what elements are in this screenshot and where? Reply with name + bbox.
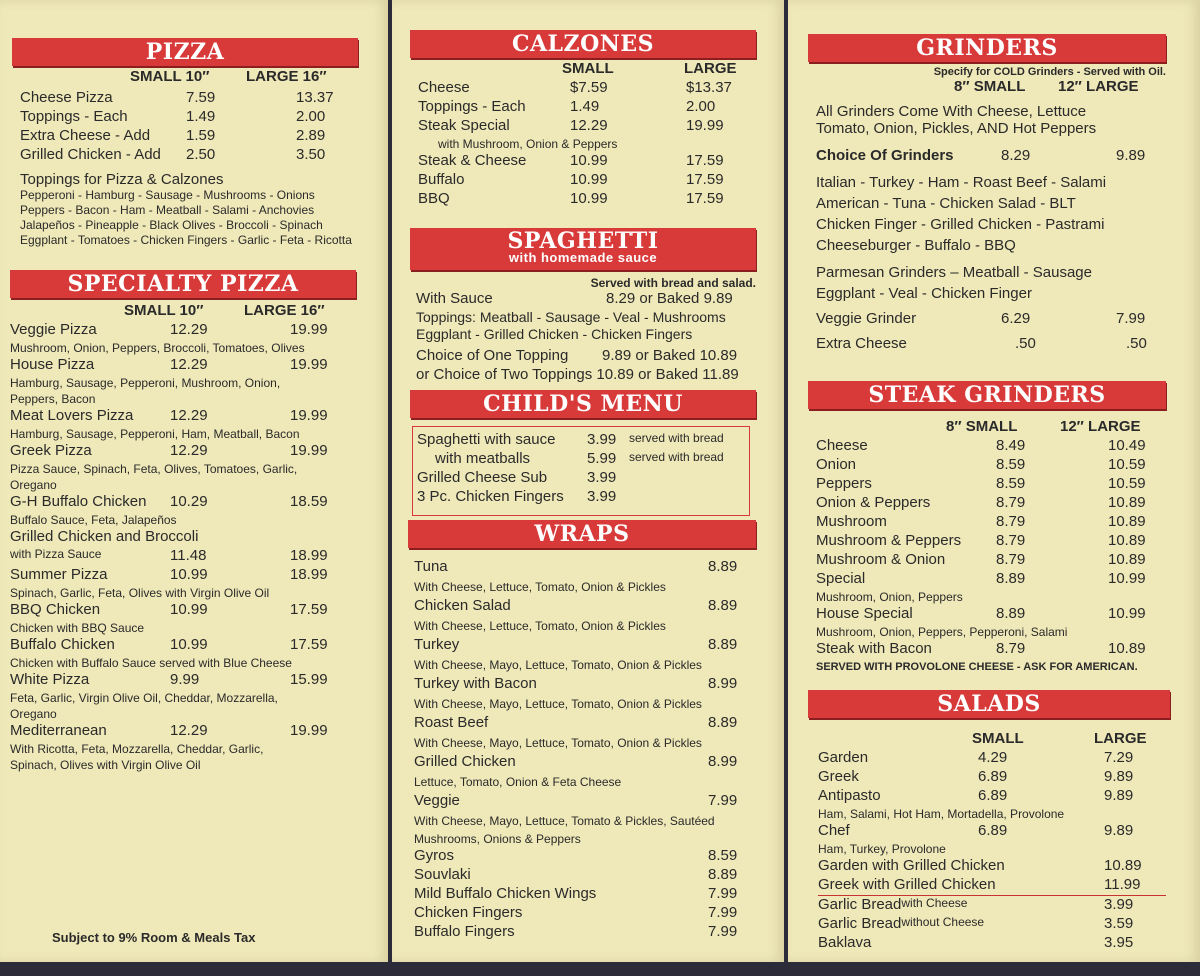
item-description: Feta, Garlic, Virgin Olive Oil, Cheddar, Mozzarella, [10, 691, 278, 705]
item-price: 2.00 [686, 98, 716, 115]
item-description: With Cheese, Mayo, Lettuce, Tomato, Onion & Pickles [414, 736, 702, 750]
item-price: 7.59 [186, 89, 216, 106]
item-price: 9.89 [1104, 787, 1134, 804]
item-name: Cheese [816, 437, 868, 454]
item-price: 17.59 [290, 636, 328, 653]
item-description: Hamburg, Sausage, Pepperoni, Mushroom, Onion, [10, 376, 281, 390]
steak-row [816, 437, 1166, 456]
item-price: 8.79 [996, 551, 1026, 568]
item-description: Mushrooms, Onions & Peppers [414, 832, 581, 846]
item-name: Garden with Grilled Chicken [818, 857, 1005, 874]
item-description: Mushroom, Onion, Peppers [816, 590, 963, 604]
item-price: 17.59 [290, 601, 328, 618]
item-price: 12.29 [170, 442, 208, 459]
item-price: 7.99 [708, 792, 738, 809]
pizza-row [20, 146, 360, 165]
item-price: 10.89 [1108, 494, 1146, 511]
item-price: 12.29 [170, 356, 208, 373]
calzones-section: SMALL LARGE Cheese $7.59 $13.37 Toppings - Each 1.49 2.00 Steak Special 12.29 19.99 with Mushroom, Onion & Peppers Steak & Cheese 10.99 17.59 Buffalo 10.99 17.59 BBQ 10.99 17.59 [418, 60, 768, 209]
steak-row [816, 640, 1166, 659]
item-description: Ham, Turkey, Provolone [818, 842, 946, 856]
steak-row [816, 475, 1166, 494]
spaghetti-section: Served with bread and salad. With Sauce 8.29 or Baked 9.89 Toppings: Meatball - Sausage - Veal - Mushrooms Eggplant - Grilled Chicken - Chicken Fingers Choice of One Topping 9.89 or Baked 10.89 or Choice of Two Toppings 10.89 or Baked 11.89 [416, 276, 756, 383]
specialty-row [10, 722, 360, 741]
item-price: 3.99 [587, 488, 617, 505]
item-name: Steak with Bacon [816, 640, 932, 657]
item-price: 10.99 [570, 152, 608, 169]
item-price: 10.89 [1104, 857, 1142, 874]
item-name: Baklava [818, 934, 872, 951]
item-name: Mild Buffalo Chicken Wings [414, 885, 597, 902]
item-price: 8.79 [996, 640, 1026, 657]
item-name: Toppings - Each [418, 98, 526, 115]
calzone-row [418, 98, 768, 117]
wrap-row [414, 597, 744, 616]
item-price: 15.99 [290, 671, 328, 688]
item-price: 10.99 [170, 566, 208, 583]
item-price: 8.89 [708, 714, 738, 731]
item-price: 8.49 [996, 437, 1026, 454]
specialty-row [10, 407, 360, 426]
item-price: 10.89 [1108, 551, 1146, 568]
item-price: 8.89 [708, 558, 738, 575]
item-price: 19.99 [290, 321, 328, 338]
item-name: G-H Buffalo Chicken [10, 493, 147, 510]
item-name: 3 Pc. Chicken Fingers [417, 488, 564, 505]
item-price: 10.99 [170, 601, 208, 618]
wrap-row [414, 923, 744, 942]
menu-panel-left [0, 0, 388, 962]
item-price: 19.99 [290, 442, 328, 459]
spaghetti-banner: SPAGHETTI with homemade sauce [410, 228, 756, 270]
calzone-row [418, 117, 768, 136]
wrap-row [414, 636, 744, 655]
item-price: 10.99 [1108, 570, 1146, 587]
grinder-choice-line: Italian - Turkey - Ham - Roast Beef - Salami [816, 174, 1107, 191]
item-name: Onion [816, 456, 857, 473]
item-description: Spinach, Garlic, Feta, Olives with Virgin Olive Oil [10, 586, 270, 600]
item-price: 8.59 [708, 847, 738, 864]
item-price: 10.99 [570, 190, 608, 207]
item-price: 13.37 [296, 89, 334, 106]
parmesan-line: Eggplant - Veal - Chicken Finger [816, 285, 1032, 302]
item-price: 18.99 [290, 566, 328, 583]
wrap-row [414, 675, 744, 694]
steak-row [816, 532, 1166, 551]
item-name: Steak & Cheese [418, 152, 527, 169]
item-price: 10.89 [1108, 532, 1146, 549]
grinder-choice-line: Cheeseburger - Buffalo - BBQ [816, 237, 1016, 254]
salad-row [818, 787, 1166, 806]
item-price: 3.99 [1104, 896, 1134, 913]
item-name: Veggie [414, 792, 460, 809]
specialty-row [10, 321, 360, 340]
item-description: Oregano [10, 707, 57, 721]
item-price: 7.99 [708, 885, 738, 902]
item-price: 1.49 [186, 108, 216, 125]
item-description: With Cheese, Lettuce, Tomato, Onion & Pickles [414, 580, 666, 594]
item-name: with meatballs [435, 450, 531, 467]
menu-panel-right [788, 0, 1200, 962]
item-name: Chef [818, 822, 850, 839]
item-name: Souvlaki [414, 866, 471, 883]
item-price: 18.99 [290, 547, 328, 564]
item-description: Peppers, Bacon [10, 392, 96, 406]
salads-banner: SALADS [808, 690, 1170, 718]
specialty-row [10, 547, 360, 566]
item-price: 8.89 [708, 597, 738, 614]
wrap-row [414, 847, 744, 866]
item-name: House Special [816, 605, 913, 622]
item-price: 1.59 [186, 127, 216, 144]
item-price: 7.99 [708, 904, 738, 921]
item-price: $7.59 [570, 79, 608, 96]
item-description: Lettuce, Tomato, Onion & Feta Cheese [414, 775, 622, 789]
calzone-row [418, 190, 768, 209]
item-name: Special [816, 570, 866, 587]
item-price: 9.89 [1104, 822, 1134, 839]
pizza-row [20, 127, 360, 146]
toppings-heading: Toppings for Pizza & Calzones [20, 171, 224, 188]
item-name: Extra Cheese - Add [20, 127, 151, 144]
toppings-line: Eggplant - Tomatoes - Chicken Fingers - Garlic - Feta - Ricotta [20, 233, 352, 247]
item-price: 8.59 [996, 475, 1026, 492]
item-price: 8.99 [708, 753, 738, 770]
specialty-row [10, 566, 360, 585]
item-note: served with bread [629, 431, 724, 445]
item-name: Meat Lovers Pizza [10, 407, 134, 424]
item-price: 10.89 [1108, 640, 1146, 657]
salad-row [818, 934, 1166, 953]
calzone-row [418, 79, 768, 98]
toppings-line: Pepperoni - Hamburg - Sausage - Mushrooms - Onions [20, 188, 315, 202]
item-price: 8.89 [708, 636, 738, 653]
item-name: Mushroom & Peppers [816, 532, 962, 549]
item-name: Steak Special [418, 117, 510, 134]
pizza-section: SMALL 10″ LARGE 16″ Cheese Pizza 7.59 13.37 Toppings - Each 1.49 2.00 Extra Cheese - Add 1.59 2.89 Grilled Chicken - Add 2.50 3.50 Toppings for Pizza & Calzones Pepperoni - Hamburg - Sausage - Mushrooms - Onions Peppers - Bacon - Ham - Meatball - Salami - Anchovies Jalapeños - Pineapple - Black Olives - Broccoli - Spinach Eggplant - Tomatoes - Chicken Fingers - Garlic - Feta - Ricotta [20, 68, 360, 248]
item-price: $13.37 [686, 79, 732, 96]
wrap-row [414, 904, 744, 923]
item-name: Cheese Pizza [20, 89, 113, 106]
item-suffix: with Cheese [901, 896, 968, 910]
salad-row [818, 876, 1166, 896]
item-name: Toppings - Each [20, 108, 128, 125]
item-name: Roast Beef [414, 714, 489, 731]
item-price: 6.89 [978, 787, 1008, 804]
item-price: 19.99 [290, 722, 328, 739]
salad-row [818, 768, 1166, 787]
tax-note: Subject to 9% Room & Meals Tax [52, 930, 256, 945]
grinder-choice-line: American - Tuna - Chicken Salad - BLT [816, 195, 1076, 212]
wrap-row [414, 753, 744, 772]
item-description: Oregano [10, 478, 57, 492]
wrap-row [414, 885, 744, 904]
item-name: Buffalo [418, 171, 465, 188]
item-description: Spinach, Olives with Virgin Olive Oil [10, 758, 201, 772]
parmesan-line: Parmesan Grinders – Meatball - Sausage [816, 264, 1092, 281]
item-name: Onion & Peppers [816, 494, 931, 511]
item-name: Veggie Pizza [10, 321, 97, 338]
item-price: 6.89 [978, 822, 1008, 839]
childs-menu-box [412, 426, 750, 516]
item-name: House Pizza [10, 356, 95, 373]
item-name: BBQ Chicken [10, 601, 101, 618]
item-name: Chicken Fingers [414, 904, 523, 921]
item-price: 3.95 [1104, 934, 1134, 951]
item-price: 6.89 [978, 768, 1008, 785]
item-name: White Pizza [10, 671, 90, 688]
item-price: 3.99 [587, 469, 617, 486]
item-price: 10.99 [1108, 605, 1146, 622]
specialty-row [10, 636, 360, 655]
item-name: Garden [818, 749, 869, 766]
specialty-pizza-banner: SPECIALTY PIZZA [10, 270, 356, 298]
item-name: Grilled Chicken and Broccoli [10, 528, 199, 545]
item-description: with Mushroom, Onion & Peppers [438, 137, 618, 151]
item-name: Peppers [816, 475, 872, 492]
steak-grinders-banner: STEAK GRINDERS [808, 381, 1166, 409]
item-price: 12.29 [170, 321, 208, 338]
item-price: 7.99 [708, 923, 738, 940]
item-price: 2.89 [296, 127, 326, 144]
child-row [417, 431, 749, 450]
wraps-banner: WRAPS [408, 520, 756, 548]
salads-section: SMALL LARGE Garden 4.29 7.29 Greek 6.89 9.89 Antipasto 6.89 9.89 Ham, Salami, Hot Ham, Mortadella, Provolone Chef 6.89 9.89 Ham, Turkey, Provolone Garden with Grilled Chicken 10.89 Greek with Grilled Chicken 11.99 Garlic Bread with Cheese 3.99 Garlic Bread without Cheese 3.59 Baklava 3.95 [818, 730, 1166, 953]
item-price: 7.29 [1104, 749, 1134, 766]
item-name: Greek with Grilled Chicken [818, 876, 996, 893]
item-price: 8.89 [996, 570, 1026, 587]
item-name: Antipasto [818, 787, 881, 804]
item-description: Chicken with BBQ Sauce [10, 621, 145, 635]
item-price: 10.59 [1108, 475, 1146, 492]
salad-row [818, 749, 1166, 768]
item-name: Buffalo Fingers [414, 923, 515, 940]
item-price: 5.99 [587, 450, 617, 467]
specialty-row [10, 601, 360, 620]
steak-row [816, 494, 1166, 513]
item-description: Hamburg, Sausage, Pepperoni, Ham, Meatball, Bacon [10, 427, 300, 441]
item-description: Ham, Salami, Hot Ham, Mortadella, Provolone [818, 807, 1065, 821]
item-name: Turkey with Bacon [414, 675, 537, 692]
specialty-row [10, 442, 360, 461]
salad-row [818, 915, 1166, 934]
item-price: 10.59 [1108, 456, 1146, 473]
item-price: 19.99 [686, 117, 724, 134]
item-name: Grilled Cheese Sub [417, 469, 548, 486]
item-price: 3.99 [587, 431, 617, 448]
specialty-pizza-section: SMALL 10″ LARGE 16″ Veggie Pizza 12.29 19.99 Mushroom, Onion, Peppers, Broccoli, Tomatoes, Olives House Pizza 12.29 19.99 Hamburg, Sausage, Pepperoni, Mushroom, Onion, Peppers, Bacon Meat Lovers Pizza 12.29 19.99 Hamburg, Sausage, Pepperoni, Ham, Meatball, Bacon Greek Pizza 12.29 19.99 Pizza Sauce, Spinach, Feta, Olives, Tomatoes, Garlic, Oregano G-H Buffalo Chicken 10.29 18.59 Buffalo Sauce, Feta, Jalapeños Grilled Chicken and Broccoli with Pizza Sauce 11.48 18.99 Summer Pizza 10.99 18.99 Spinach, Garlic, Feta, Olives with Virgin Olive Oil BBQ Chicken 10.99 17.59 Chicken with BBQ Sauce Buffalo Chicken 10.99 17.59 Chicken with Buffalo Sauce served with Blue Cheese White Pizza 9.99 15.99 Feta, Garlic, Virgin Olive Oil, Cheddar, Mozzarella, Oregano Mediterranean 12.29 19.99 With Ricotta, Feta, Mozzarella, Cheddar, Garlic, Spinach, Olives with Virgin Olive Oil [10, 302, 360, 773]
pizza-row [20, 108, 360, 127]
item-name: Greek [818, 768, 859, 785]
item-price: 17.59 [686, 190, 724, 207]
item-price: 9.89 [1104, 768, 1134, 785]
calzones-banner: CALZONES [410, 30, 756, 58]
item-description: Chicken with Buffalo Sauce served with Blue Cheese [10, 656, 292, 670]
item-price: 2.00 [296, 108, 326, 125]
calzone-row [418, 171, 768, 190]
wrap-row [414, 866, 744, 885]
item-price: 8.79 [996, 532, 1026, 549]
pizza-banner: PIZZA [12, 38, 358, 66]
grinders-banner: GRINDERS [808, 34, 1166, 62]
item-price: 10.99 [170, 636, 208, 653]
item-name: Mushroom & Onion [816, 551, 946, 568]
grinders-section: Specify for COLD Grinders - Served with Oil. 8″ SMALL 12″ LARGE All Grinders Come With Cheese, Lettuce Tomato, Onion, Pickles, AND Hot Peppers Choice Of Grinders 8.29 9.89 Italian - Turkey - Ham - Roast Beef - Salami American - Tuna - Chicken Salad - BLT Chicken Finger - Grilled Chicken - Pastrami Cheeseburger - Buffalo - BBQ Parmesan Grinders – Meatball - Sausage Eggplant - Veal - Chicken Finger Veggie Grinder 6.29 7.99 Extra Cheese .50 .50 [816, 66, 1166, 352]
specialty-row [10, 356, 360, 375]
item-name: Garlic Bread without Cheese [818, 915, 985, 932]
steak-row [816, 605, 1166, 624]
item-name: Mediterranean [10, 722, 107, 739]
item-price: 17.59 [686, 171, 724, 188]
salad-row [818, 896, 1166, 915]
item-name: BBQ [418, 190, 450, 207]
item-price: 2.50 [186, 146, 216, 163]
item-price: 8.99 [708, 675, 738, 692]
pizza-row [20, 89, 360, 108]
item-price: 8.89 [996, 605, 1026, 622]
steak-row [816, 456, 1166, 475]
item-name: Spaghetti with sauce [417, 431, 556, 448]
toppings-line: Jalapeños - Pineapple - Black Olives - Broccoli - Spinach [20, 218, 323, 232]
item-description: With Cheese, Mayo, Lettuce, Tomato & Pickles, Sautéed [414, 814, 715, 828]
item-name: Chicken Salad [414, 597, 511, 614]
item-name: Cheese [418, 79, 470, 96]
item-name: Buffalo Chicken [10, 636, 115, 653]
item-price: 11.99 [1104, 876, 1141, 893]
steak-row [816, 551, 1166, 570]
item-description: With Ricotta, Feta, Mozzarella, Cheddar, Garlic, [10, 742, 264, 756]
item-description: Mushroom, Onion, Peppers, Broccoli, Tomatoes, Olives [10, 341, 305, 355]
item-price: 8.89 [708, 866, 738, 883]
child-row [417, 488, 749, 507]
item-name: Greek Pizza [10, 442, 92, 459]
item-name: Grilled Chicken [414, 753, 516, 770]
child-row [417, 469, 749, 488]
child-row [417, 450, 749, 469]
wrap-row [414, 792, 744, 811]
item-price: 8.79 [996, 494, 1026, 511]
specialty-row [10, 671, 360, 690]
item-name: with Pizza Sauce [10, 547, 102, 561]
item-price: 8.79 [996, 513, 1026, 530]
item-price: 12.29 [170, 722, 208, 739]
item-price: 8.59 [996, 456, 1026, 473]
item-price: 10.99 [570, 171, 608, 188]
item-description: With Cheese, Mayo, Lettuce, Tomato, Onion & Pickles [414, 697, 702, 711]
item-price: 9.99 [170, 671, 200, 688]
item-price: 4.29 [978, 749, 1008, 766]
steak-grinders-section: 8″ SMALL 12″ LARGE Cheese 8.49 10.49 Onion 8.59 10.59 Peppers 8.59 10.59 Onion & Peppers 8.79 10.89 Mushroom 8.79 10.89 Mushroom & Peppers 8.79 10.89 Mushroom & Onion 8.79 10.89 Special 8.89 10.99 Mushroom, Onion, Peppers House Special 8.89 10.99 Mushroom, Onion, Peppers, Pepperoni, Salami Steak with Bacon 8.79 10.89 SERVED WITH PROVOLONE CHEESE - ASK FOR AMERICAN. [816, 418, 1166, 673]
grinder-choice-line: Chicken Finger - Grilled Chicken - Pastrami [816, 216, 1105, 233]
item-description: With Cheese, Mayo, Lettuce, Tomato, Onion & Pickles [414, 658, 702, 672]
specialty-row [10, 528, 360, 547]
item-price: 17.59 [686, 152, 724, 169]
menu-panel-middle [392, 0, 784, 962]
item-price: 18.59 [290, 493, 328, 510]
childs-menu-banner: CHILD'S MENU [410, 390, 756, 418]
item-name: Summer Pizza [10, 566, 108, 583]
item-note: served with bread [629, 450, 724, 464]
item-price: 10.49 [1108, 437, 1146, 454]
wrap-row [414, 714, 744, 733]
item-description: Pizza Sauce, Spinach, Feta, Olives, Tomatoes, Garlic, [10, 462, 298, 476]
item-price: 3.50 [296, 146, 326, 163]
item-price: 12.29 [170, 407, 208, 424]
item-name: Mushroom [816, 513, 887, 530]
item-price: 10.89 [1108, 513, 1146, 530]
item-description: With Cheese, Lettuce, Tomato, Onion & Pickles [414, 619, 666, 633]
item-price: 10.29 [170, 493, 208, 510]
steak-row [816, 513, 1166, 532]
item-price: 3.59 [1104, 915, 1134, 932]
item-suffix: without Cheese [901, 915, 985, 929]
wraps-section [414, 558, 744, 942]
item-description: Buffalo Sauce, Feta, Jalapeños [10, 513, 177, 527]
item-description: Mushroom, Onion, Peppers, Pepperoni, Salami [816, 625, 1068, 639]
item-price: 1.49 [570, 98, 600, 115]
item-price: 11.48 [170, 547, 207, 564]
item-price: 12.29 [570, 117, 608, 134]
item-price: 19.99 [290, 356, 328, 373]
item-name: Grilled Chicken - Add [20, 146, 161, 163]
salad-row [818, 822, 1166, 841]
specialty-row [10, 493, 360, 512]
item-price: 19.99 [290, 407, 328, 424]
item-name: Gyros [414, 847, 455, 864]
steak-row [816, 570, 1166, 589]
item-name: Tuna [414, 558, 448, 575]
calzone-row [418, 152, 768, 171]
item-name: Turkey [414, 636, 460, 653]
item-name: Garlic Bread with Cheese [818, 896, 968, 913]
wrap-row [414, 558, 744, 577]
toppings-line: Peppers - Bacon - Ham - Meatball - Salami - Anchovies [20, 203, 315, 217]
salad-row [818, 857, 1166, 876]
